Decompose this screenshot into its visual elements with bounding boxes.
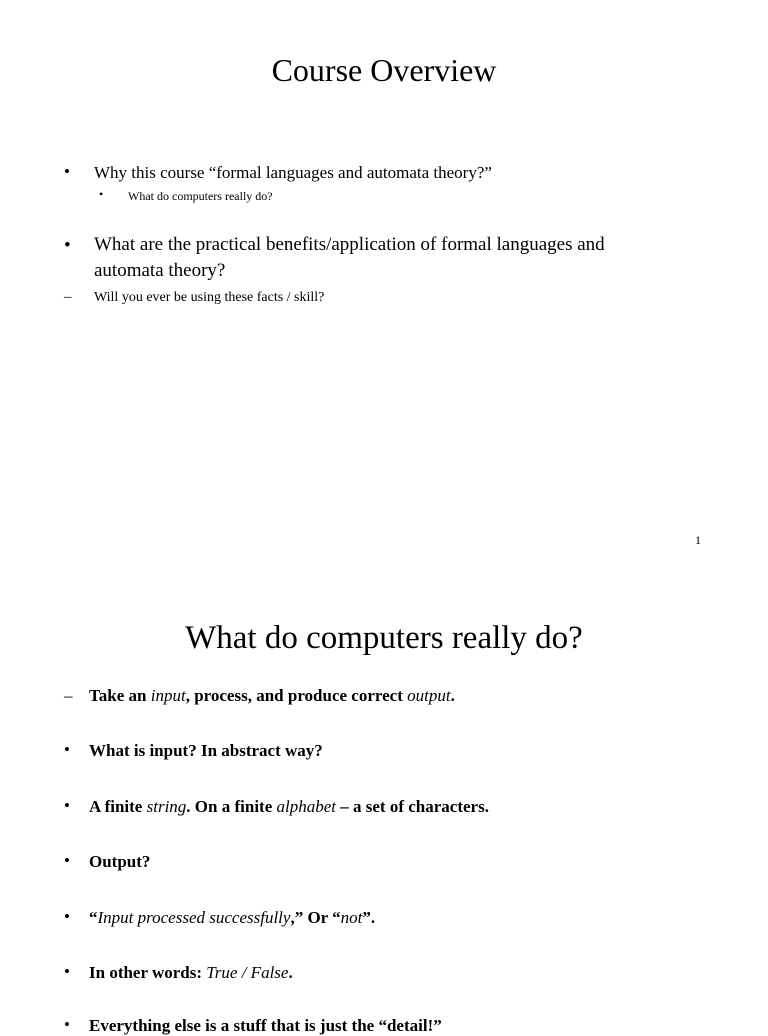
dash-marker: – [64, 289, 72, 305]
list-item: Everything else is a stuff that is just the “detail!” [89, 1016, 442, 1035]
list-item: What is input? In abstract way? [89, 741, 323, 760]
bullet-marker: • [64, 235, 71, 256]
sub-bullet-marker: • [99, 187, 104, 201]
bullet-marker: • [64, 740, 70, 759]
list-item: Take an input, process, and produce correct output. [89, 686, 455, 705]
bullet-text: Why this course “formal languages and automata theory?” [94, 163, 492, 182]
list-item: In other words: True / False. [89, 963, 293, 982]
bullet-marker: • [64, 962, 70, 981]
sub-bullet-text: What do computers really do? [128, 189, 273, 203]
bullet-marker: • [64, 851, 70, 870]
dash-text: Will you ever be using these facts / skill? [94, 290, 325, 305]
page-number: 1 [695, 533, 701, 547]
slide-title: Course Overview [271, 52, 497, 88]
bullet-text-line-1: What are the practical benefits/application of formal languages and [94, 234, 605, 255]
slide-title: What do computers really do? [185, 620, 583, 656]
bullet-marker: • [64, 907, 70, 926]
bullet-text-line-2: automata theory? [94, 260, 226, 281]
list-item: A finite string. On a finite alphabet – a set of characters. [89, 797, 489, 816]
bullet-marker: • [64, 1015, 70, 1034]
bullet-marker: • [64, 162, 70, 181]
list-item: Output? [89, 852, 151, 871]
list-item: “Input processed successfully,” Or “not”. [89, 908, 376, 927]
dash-marker: – [64, 686, 73, 705]
bullet-marker: • [64, 796, 70, 815]
